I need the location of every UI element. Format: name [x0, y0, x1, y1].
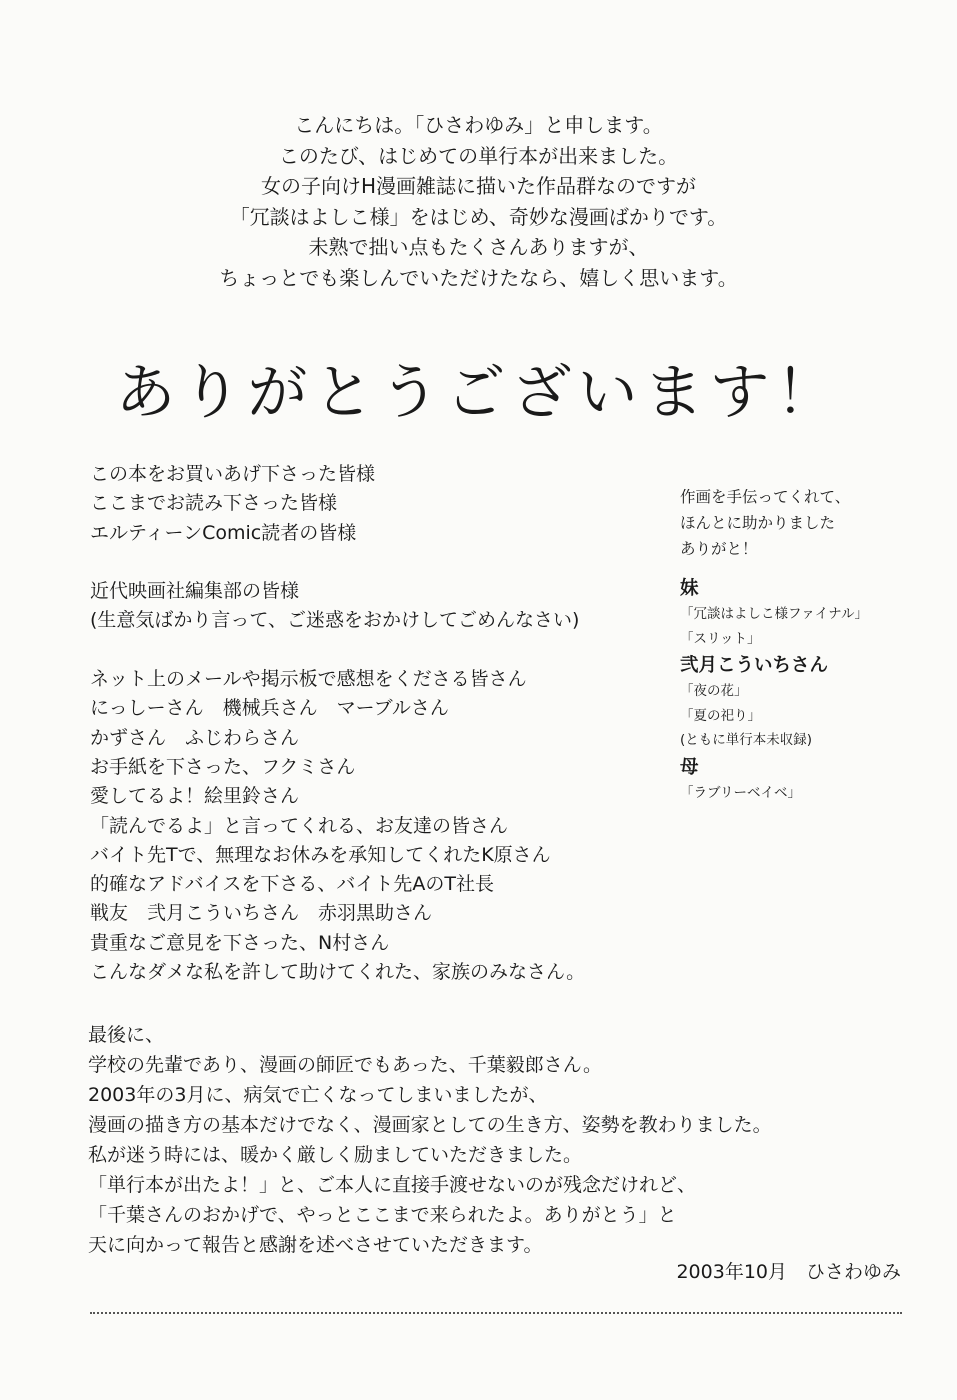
dotted-divider	[90, 1312, 902, 1314]
helper-work: 「夏の祀り」	[680, 707, 761, 724]
credits-message-line: ほんとに助かりました	[680, 514, 836, 532]
intro-line: ちょっとでも楽しんでいただけたなら、嬉しく思います。	[219, 265, 738, 290]
thanks-line: ここまでお読み下さった皆様	[90, 492, 338, 515]
thanks-line: 近代映画社編集部の皆様	[90, 580, 300, 603]
intro-line: こんにちは。「ひさわゆみ」と申します。	[294, 113, 663, 137]
thanks-line: お手紙を下さった、フクミさん	[90, 755, 356, 778]
thanks-line: この本をお買いあげ下さった皆様	[90, 463, 376, 485]
helper-work: (ともに単行本未収録)	[680, 732, 813, 748]
page-title: ありがとうございます！	[115, 358, 842, 428]
assistant-credits	[680, 484, 940, 805]
thanks-line: 貴重なご意見を下さった、N村さん	[90, 931, 390, 954]
memorial-line: 2003年の3月に、病気で亡くなってしまいましたが、	[88, 1084, 548, 1106]
thanks-line: 的確なアドバイスを下さる、バイト先AのT社長	[90, 873, 495, 896]
helper-work: 「ラブリーベイベ」	[680, 784, 801, 801]
helper-name: 母	[680, 756, 699, 778]
intro-paragraph	[0, 110, 957, 293]
helper-work: 「夜の花」	[680, 683, 748, 699]
thanks-line: バイト先Tで、無理なお休みを承知してくれたK原さん	[90, 843, 551, 866]
intro-line: このたび、はじめての単行本が出来ました。	[278, 143, 679, 168]
spacer	[90, 548, 670, 577]
credits-message-line: ありがと！	[680, 540, 758, 558]
memorial-paragraph	[88, 1020, 848, 1260]
intro-line: 未熟で拙い点もたくさんありますが、	[308, 235, 649, 259]
thanks-list	[90, 460, 670, 987]
memorial-line: 「千葉さんのおかげで、やっとここまで来られたよ。ありがとう」と	[88, 1204, 677, 1226]
thanks-line: 愛してるよ！絵里鈴さん	[90, 785, 300, 808]
thanks-line: (生意気ばかり言って、ご迷惑をおかけしてごめんなさい)	[90, 609, 580, 632]
memorial-line: 私が迷う時には、暖かく厳しく励ましていただきました。	[88, 1144, 583, 1166]
helper-work: 「冗談はよしこ様ファイナル」	[680, 606, 869, 622]
thanks-line: ネット上のメールや掲示板で感想をくださる皆さん	[90, 668, 527, 691]
thanks-line: にっしーさん 機械兵さん マーブルさん	[90, 697, 449, 720]
intro-line: 女の子向けH漫画雑誌に描いた作品群なのですが	[260, 174, 697, 198]
helper-work: 「スリット」	[680, 630, 761, 647]
spacer	[90, 636, 670, 665]
signature: 2003年10月 ひさわゆみ	[676, 1261, 901, 1283]
thanks-line: エルティーンComic読者の皆様	[90, 521, 357, 544]
credits-message-line: 作画を手伝ってくれて、	[680, 488, 851, 506]
thanks-line: 「読んでるよ」と言ってくれる、お友達の皆さん	[90, 814, 509, 837]
memorial-line: 漫画の描き方の基本だけでなく、漫画家としての生き方、姿勢を教わりました。	[88, 1114, 772, 1136]
intro-line: 「冗談はよしこ様」をはじめ、奇妙な漫画ばかりです。	[229, 204, 728, 229]
thanks-line: 戦友 弐月こういちさん 赤羽黒助さん	[90, 902, 433, 925]
memorial-line: 「単行本が出たよ！」と、ご本人に直接手渡せないのが残念だけれど、	[88, 1174, 697, 1196]
helper-name: 弐月こういちさん	[680, 655, 829, 676]
thanks-line: こんなダメな私を許して助けてくれた、家族のみなさん。	[90, 961, 586, 984]
memorial-line: 学校の先輩であり、漫画の師匠でもあった、千葉毅郎さん。	[88, 1054, 602, 1076]
helper-name: 妹	[680, 578, 699, 599]
thanks-line: かずさん ふじわらさん	[90, 726, 300, 749]
memorial-line: 天に向かって報告と感謝を述べさせていただきます。	[88, 1234, 543, 1256]
memorial-line: 最後に、	[88, 1024, 165, 1046]
